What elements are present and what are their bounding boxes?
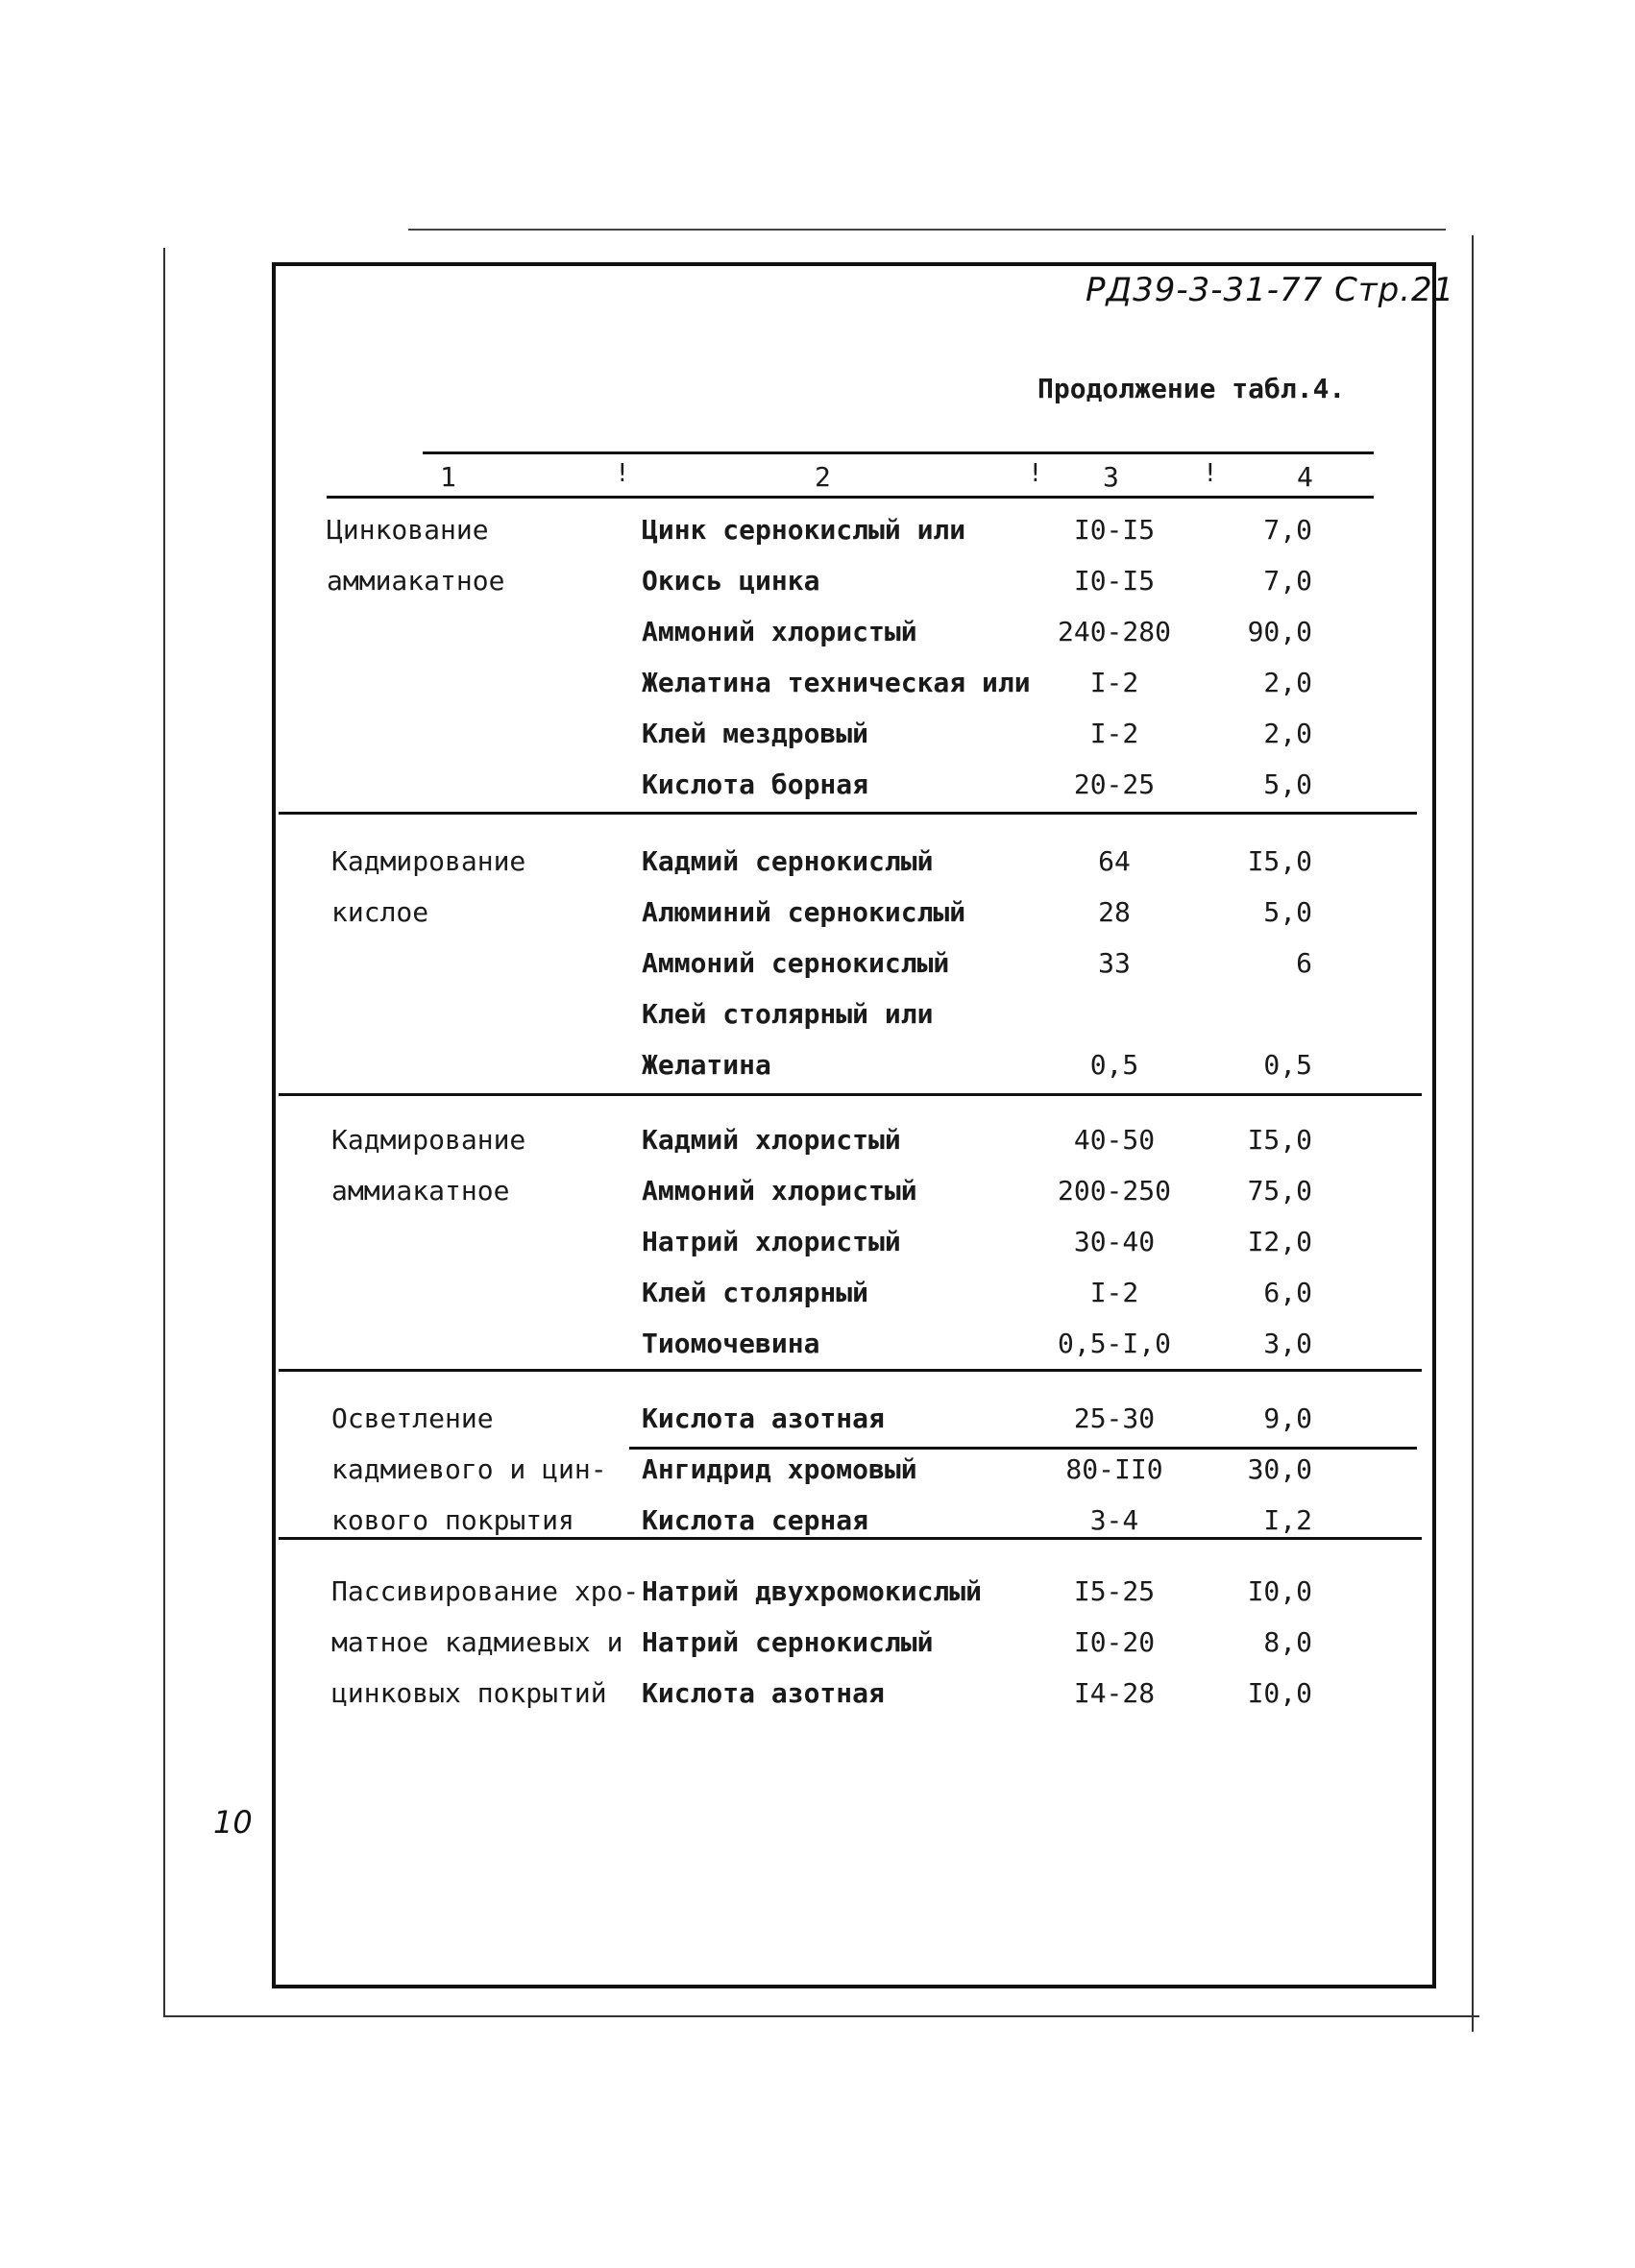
concentration-value: I0-I5	[1073, 514, 1156, 546]
column-header-1: 1	[440, 461, 456, 493]
concentration-value: I-2	[1089, 1277, 1139, 1308]
column-header-4: 4	[1297, 461, 1313, 493]
concentration-value: 25-30	[1073, 1402, 1156, 1434]
component-name: Кислота борная	[642, 768, 869, 800]
component-name: Клей мездровый	[642, 718, 869, 749]
component-name: Желатина	[642, 1049, 771, 1081]
scan-left-line	[163, 248, 165, 2017]
concentration-value: 28	[1098, 896, 1131, 928]
concentration-value: 240-280	[1057, 616, 1171, 647]
concentration-value: I4-28	[1073, 1677, 1156, 1709]
component-name: Желатина техническая или	[642, 667, 1031, 698]
component-name: Кислота серная	[642, 1504, 869, 1536]
component-name: Кадмий хлористый	[642, 1124, 901, 1156]
concentration-value: 3-4	[1089, 1504, 1139, 1536]
header-bottom-rule	[327, 496, 1374, 499]
concentration-value: I5-25	[1073, 1575, 1156, 1607]
norm-value: 75,0	[1247, 1175, 1312, 1207]
concentration-value: 20-25	[1073, 768, 1156, 800]
norm-value: I,2	[1263, 1504, 1312, 1536]
norm-value: 5,0	[1263, 768, 1312, 800]
process-name-line: кислое	[331, 896, 429, 928]
component-name: Клей столярный	[642, 1277, 869, 1308]
process-name-line: Кадмирование	[331, 845, 526, 877]
norm-value: 9,0	[1263, 1402, 1312, 1434]
norm-value: 2,0	[1263, 718, 1312, 749]
norm-value: I0,0	[1247, 1677, 1312, 1709]
document-code: РД39-3-31-77 Стр.21	[1086, 271, 1455, 309]
norm-value: 6,0	[1263, 1277, 1312, 1308]
norm-value: 7,0	[1263, 565, 1312, 597]
component-name: Натрий двухромокислый	[642, 1575, 983, 1607]
process-name-line: Осветление	[331, 1402, 494, 1434]
norm-value: 90,0	[1247, 616, 1312, 647]
column-separator: !	[1028, 459, 1043, 488]
concentration-value: I-2	[1089, 667, 1139, 698]
norm-value: 8,0	[1263, 1626, 1312, 1658]
norm-value: 7,0	[1263, 514, 1312, 546]
header-top-rule	[423, 451, 1374, 454]
group-separator-rule	[279, 812, 1417, 815]
concentration-value: 0,5-I,0	[1057, 1328, 1171, 1359]
component-name: Окись цинка	[642, 565, 820, 597]
process-name-line: матное кадмиевых и	[331, 1626, 623, 1658]
component-name: Натрий сернокислый	[642, 1626, 934, 1658]
component-name: Ангидрид хромовый	[642, 1453, 917, 1485]
table-caption: Продолжение табл.4.	[1037, 373, 1346, 404]
concentration-value: 64	[1098, 845, 1131, 877]
group-separator-rule	[279, 1369, 1422, 1372]
concentration-value: 0,5	[1089, 1049, 1139, 1081]
concentration-value: 40-50	[1073, 1124, 1156, 1156]
component-name: Кислота азотная	[642, 1402, 885, 1434]
concentration-value: I0-I5	[1073, 565, 1156, 597]
norm-value: I0,0	[1247, 1575, 1312, 1607]
process-name-line: аммиакатное	[331, 1175, 510, 1207]
concentration-value: 33	[1098, 947, 1131, 979]
component-name: Аммоний хлористый	[642, 616, 917, 647]
concentration-value: 30-40	[1073, 1226, 1156, 1257]
component-name: Натрий хлористый	[642, 1226, 901, 1257]
scan-bottom-line	[163, 2015, 1479, 2017]
norm-value: 3,0	[1263, 1328, 1312, 1359]
scan-top-line	[408, 229, 1446, 231]
concentration-value: 80-II0	[1065, 1453, 1163, 1485]
process-name-line: аммиакатное	[327, 565, 505, 597]
component-name: Тиомочевина	[642, 1328, 820, 1359]
process-name-line: кадмиевого и цин-	[331, 1453, 607, 1485]
norm-value: 2,0	[1263, 667, 1312, 698]
concentration-value: I0-20	[1073, 1626, 1156, 1658]
component-name: Кадмий сернокислый	[642, 845, 934, 877]
process-name-line: кового покрытия	[331, 1504, 574, 1536]
scan-right-line	[1472, 235, 1474, 2032]
component-name: Кислота азотная	[642, 1677, 885, 1709]
norm-value: 0,5	[1263, 1049, 1312, 1081]
process-name-line: Кадмирование	[331, 1124, 526, 1156]
component-name: Алюминий сернокислый	[642, 896, 966, 928]
norm-value: 30,0	[1247, 1453, 1312, 1485]
process-name-line: Пассивирование хро-	[331, 1575, 640, 1607]
group-separator-rule	[279, 1537, 1422, 1540]
norm-value: I5,0	[1247, 845, 1312, 877]
norm-value: 5,0	[1263, 896, 1312, 928]
margin-note: 10	[213, 1804, 253, 1841]
process-name-line: цинковых покрытий	[331, 1677, 607, 1709]
process-name-line: Цинкование	[327, 514, 489, 546]
component-name: Аммоний сернокислый	[642, 947, 950, 979]
component-name: Клей столярный или	[642, 998, 934, 1030]
column-header-3: 3	[1103, 461, 1119, 493]
norm-value: I2,0	[1247, 1226, 1312, 1257]
component-name: Цинк сернокислый или	[642, 514, 966, 546]
row-separator-rule	[629, 1447, 1417, 1450]
component-name: Аммоний хлористый	[642, 1175, 917, 1207]
column-header-2: 2	[815, 461, 831, 493]
norm-value: I5,0	[1247, 1124, 1312, 1156]
norm-value: 6	[1296, 947, 1312, 979]
group-separator-rule	[279, 1093, 1422, 1096]
concentration-value: 200-250	[1057, 1175, 1171, 1207]
column-separator: !	[1203, 459, 1218, 488]
column-separator: !	[615, 459, 630, 488]
concentration-value: I-2	[1089, 718, 1139, 749]
